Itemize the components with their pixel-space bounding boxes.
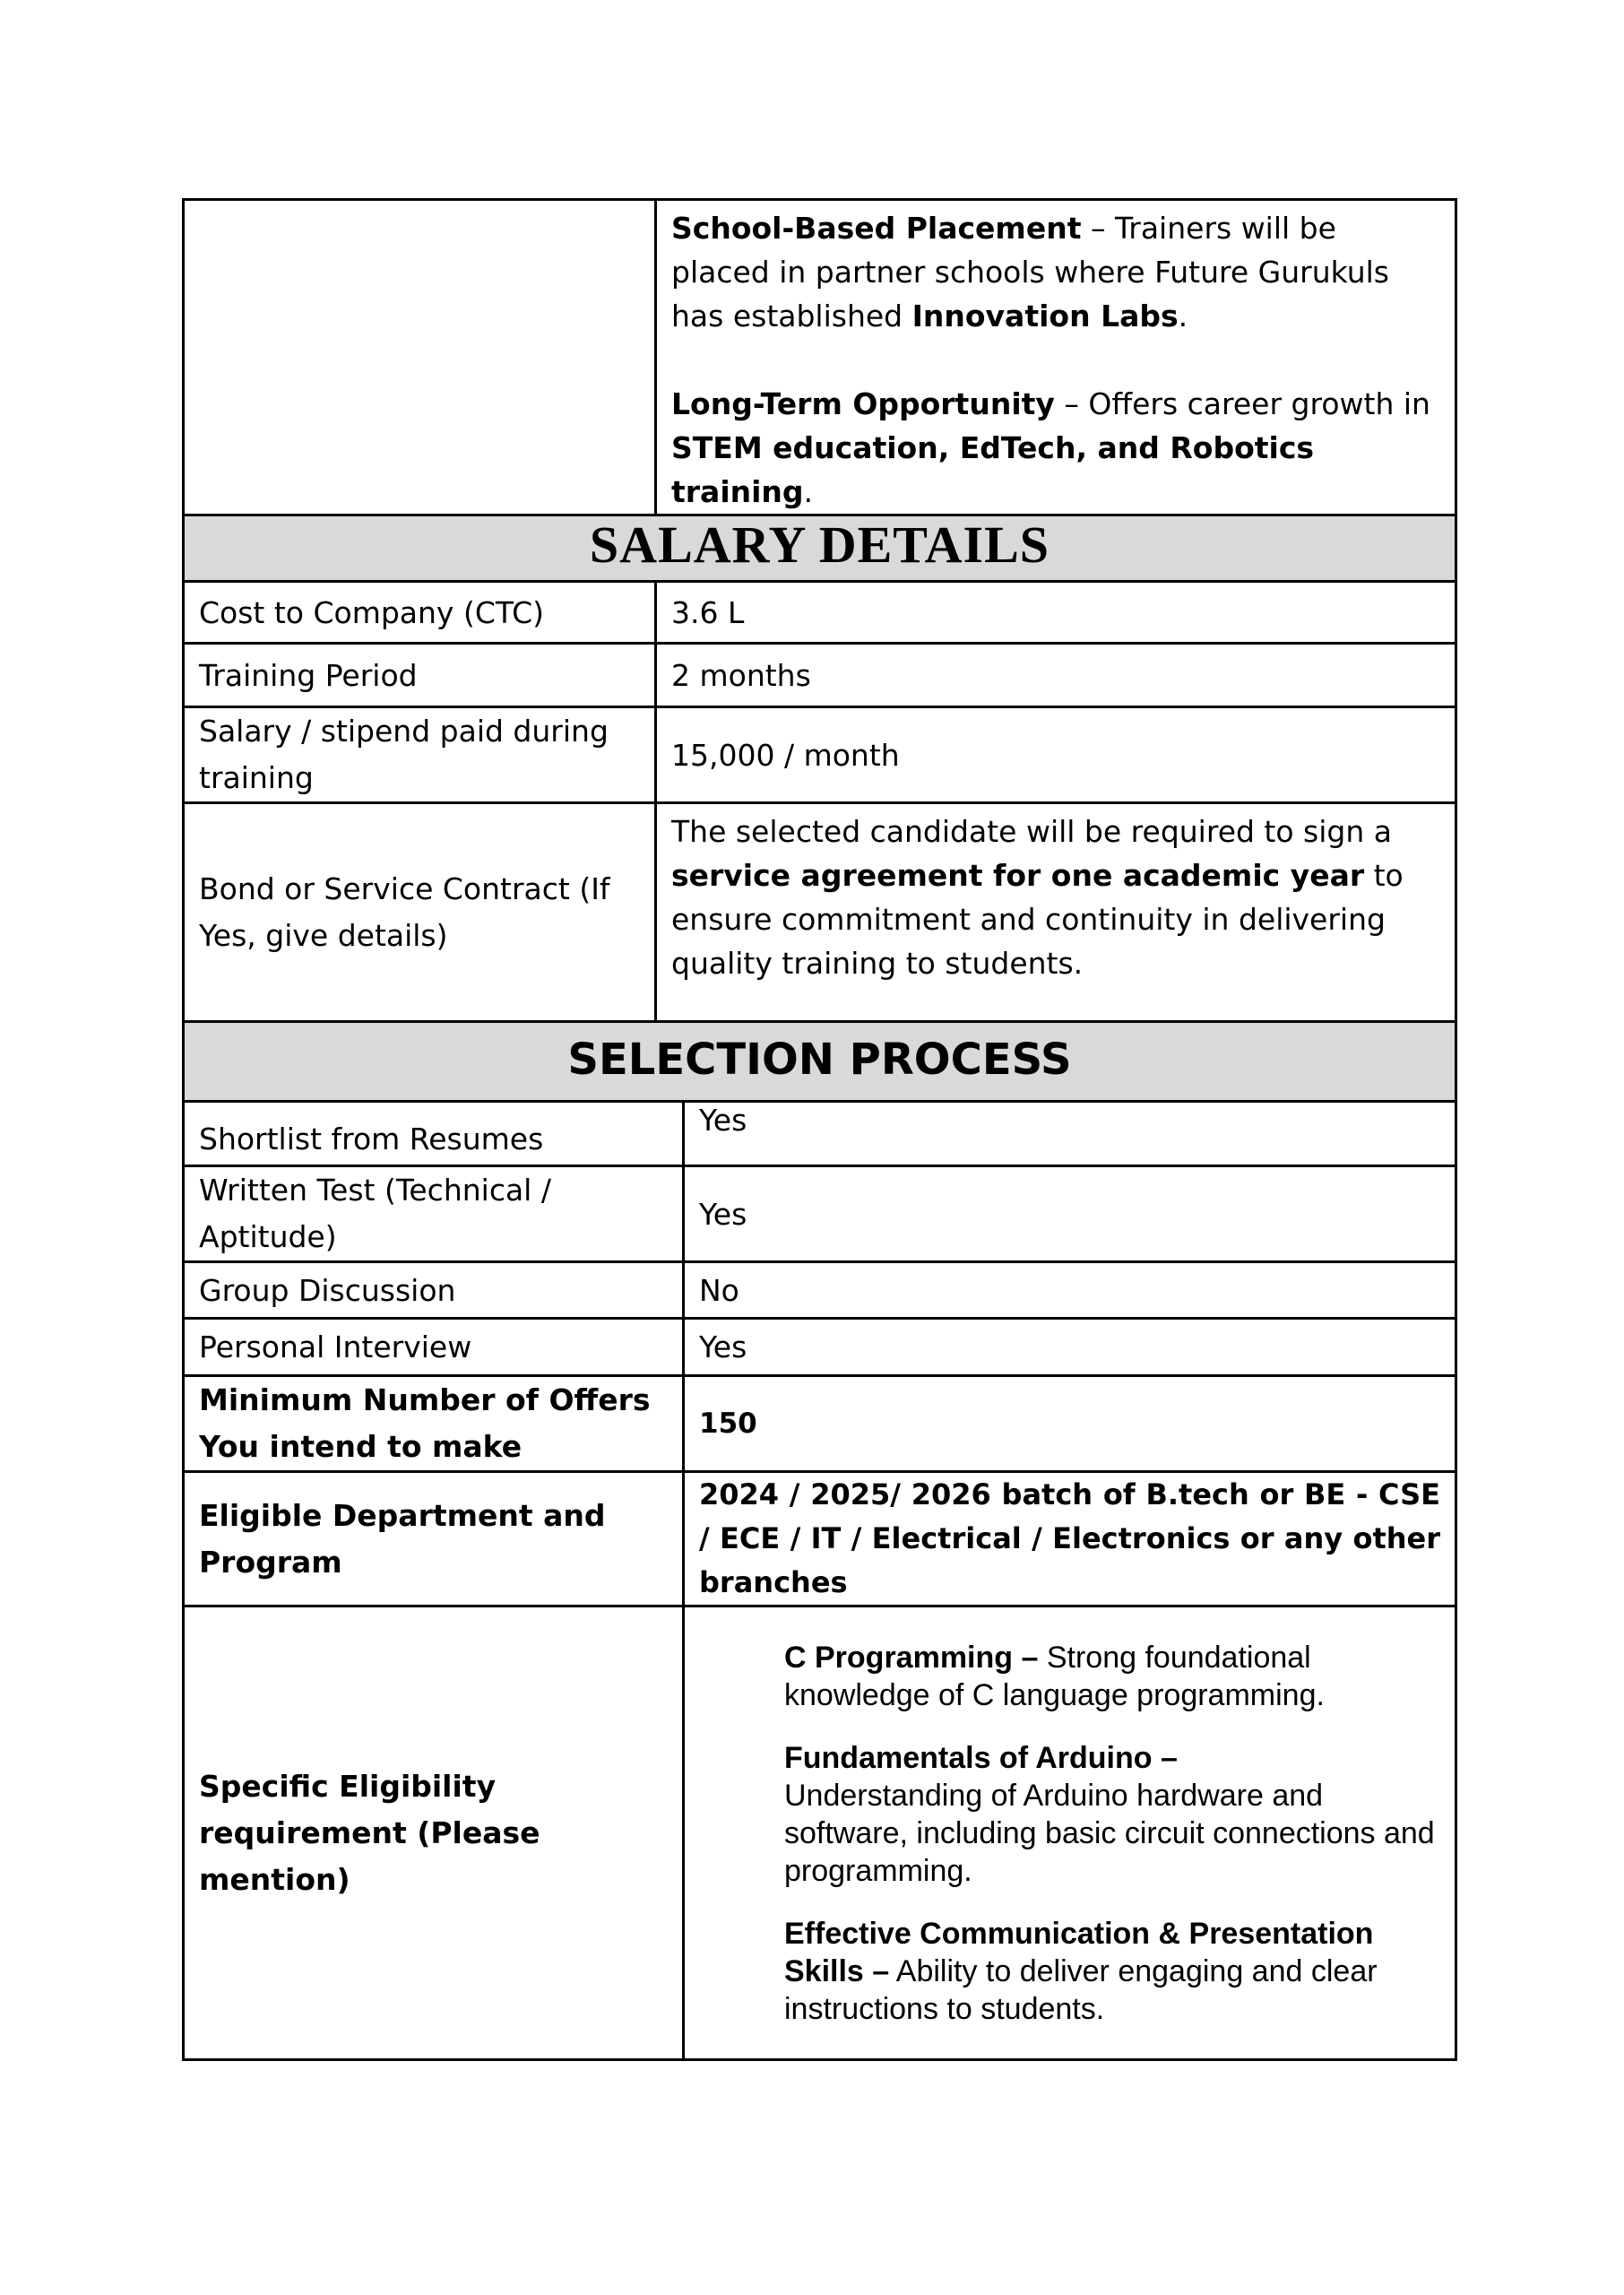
eligible-dept-label: Eligible Department and Program <box>184 1472 684 1606</box>
requirement-desc: Ability to deliver engaging and clear instructions to students. <box>784 1953 1378 2026</box>
written-test-label: Written Test (Technical / Aptitude) <box>184 1166 684 1262</box>
school-placement-title: School-Based Placement <box>671 211 1082 246</box>
shortlist-label: Shortlist from Resumes <box>184 1102 684 1166</box>
long-term-paragraph <box>671 382 1440 514</box>
requirement-title: Fundamentals of Arduino – <box>784 1740 1178 1775</box>
written-test-value: Yes <box>684 1166 1456 1262</box>
salary-heading-row <box>184 515 1456 582</box>
stipend-row <box>184 707 1456 803</box>
intro-row <box>184 200 1456 515</box>
requirement-desc: Understanding of Arduino hardware and software, including basic circuit connections and programming. <box>784 1778 1435 1888</box>
salary-heading-cell <box>184 515 1456 582</box>
group-discussion-value: No <box>684 1262 1456 1319</box>
intro-label-cell <box>184 200 656 515</box>
selection-process-heading: SELECTION PROCESS <box>567 1034 1072 1085</box>
bond-text-post: to ensure commitment and continuity in delivering quality training to students. <box>671 858 1404 981</box>
selection-heading-row <box>184 1022 1456 1102</box>
ctc-row <box>184 582 1456 644</box>
long-term-text: – Offers career growth in <box>1054 386 1430 421</box>
bond-label: Bond or Service Contract (If Yes, give details) <box>184 803 656 1022</box>
min-offers-value: 150 <box>684 1376 1456 1472</box>
intro-value-cell <box>656 200 1456 515</box>
min-offers-label: Minimum Number of Offers You intend to make <box>184 1376 684 1472</box>
shortlist-row <box>184 1102 1456 1166</box>
written-test-row <box>184 1166 1456 1262</box>
specific-eligibility-row <box>184 1606 1456 2060</box>
group-discussion-row <box>184 1262 1456 1319</box>
requirement-desc: Strong foundational knowledge of C language programming. <box>784 1640 1325 1712</box>
list-item <box>784 1639 1455 1714</box>
requirement-title: Effective Communication & Presentation Skills – <box>784 1916 1374 1988</box>
training-period-label: Training Period <box>184 644 656 707</box>
selection-heading-cell <box>184 1022 1456 1102</box>
school-placement-text: – Trainers will be placed in partner schools where Future Gurukuls has established <box>671 211 1389 333</box>
school-placement-period: . <box>1178 299 1188 333</box>
personal-interview-label: Personal Interview <box>184 1319 684 1376</box>
eligible-dept-row <box>184 1472 1456 1606</box>
shortlist-value: Yes <box>684 1102 1456 1166</box>
school-placement-paragraph <box>671 206 1440 338</box>
requirements-list <box>685 1615 1455 2051</box>
personal-interview-row <box>184 1319 1456 1376</box>
requirement-title: C Programming – <box>784 1640 1039 1675</box>
placement-details-table <box>182 198 1457 2061</box>
bond-text-bold: service agreement for one academic year <box>671 858 1365 893</box>
stipend-value: 15,000 / month <box>656 707 1456 803</box>
group-discussion-label: Group Discussion <box>184 1262 684 1319</box>
list-item <box>784 1915 1455 2028</box>
stipend-label: Salary / stipend paid during training <box>184 707 656 803</box>
training-period-value: 2 months <box>656 644 1456 707</box>
training-period-row <box>184 644 1456 707</box>
stem-education-text: STEM education, EdTech, and Robotics training <box>671 430 1315 509</box>
list-item <box>784 1739 1455 1890</box>
min-offers-row <box>184 1376 1456 1472</box>
bond-text-pre: The selected candidate will be required to sign a <box>671 814 1392 849</box>
ctc-label: Cost to Company (CTC) <box>184 582 656 644</box>
long-term-title: Long-Term Opportunity <box>671 386 1055 421</box>
eligible-dept-value: 2024 / 2025/ 2026 batch of B.tech or BE - CSE / ECE / IT / Electrical / Electronics or any other branches <box>684 1472 1456 1606</box>
personal-interview-value: Yes <box>684 1319 1456 1376</box>
long-term-period: . <box>803 474 814 509</box>
bond-row <box>184 803 1456 1022</box>
salary-details-heading: SALARY DETAILS <box>589 515 1050 574</box>
specific-eligibility-label: Specific Eligibility requirement (Please mention) <box>184 1606 684 2060</box>
innovation-labs-text: Innovation Labs <box>911 299 1179 333</box>
specific-eligibility-value <box>684 1606 1456 2060</box>
bond-value <box>656 803 1456 1022</box>
ctc-value: 3.6 L <box>656 582 1456 644</box>
